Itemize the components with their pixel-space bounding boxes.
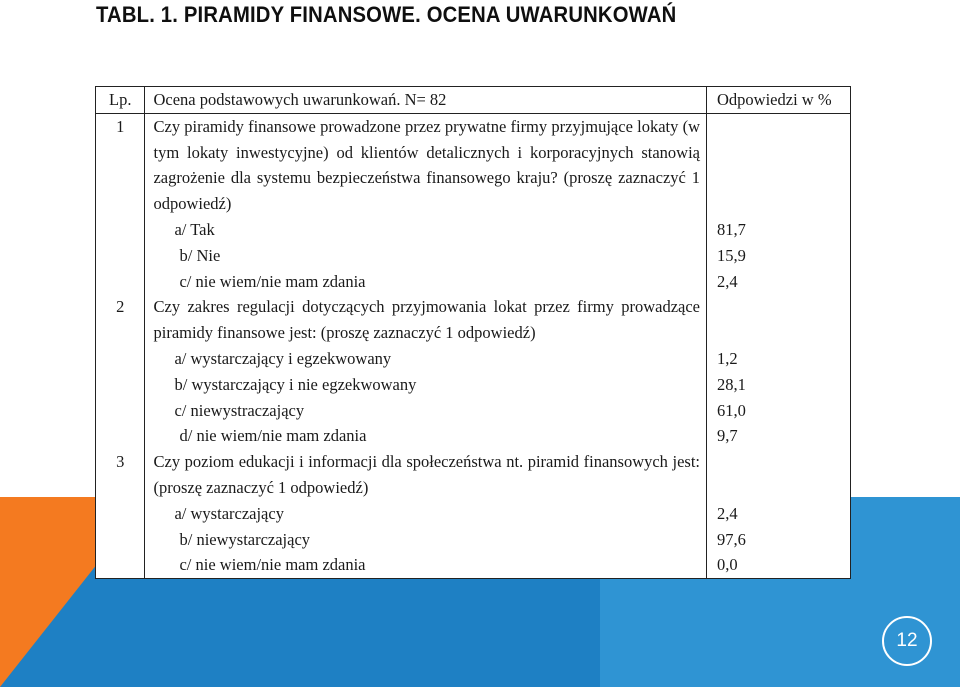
table-row: [96, 449, 851, 578]
header-question: Ocena podstawowych uwarunkowań. N= 82: [145, 87, 707, 114]
table-row: [96, 294, 851, 449]
option-label: c/ niewystraczający: [174, 400, 305, 420]
question-text: Czy poziom edukacji i informacji dla społeczeństwa nt. piramid finansowych jest: (proszę zaznaczyć 1 odpowiedź): [153, 452, 700, 497]
answer-value: 2,4: [717, 503, 738, 523]
answer-value: 2,4: [717, 271, 738, 291]
table-header-row: [96, 87, 851, 114]
answer-value: 97,6: [717, 529, 746, 549]
option-label: d/ nie wiem/nie mam zdania: [179, 426, 367, 446]
row-question-cell: [145, 113, 707, 294]
option-label: c/ nie wiem/nie mam zdania: [179, 271, 366, 291]
option-label: a/ Tak: [174, 219, 215, 239]
row-question-cell: [145, 294, 707, 449]
results-table: [95, 86, 851, 579]
answer-value: 81,7: [717, 219, 746, 239]
row-lp: 2: [96, 294, 145, 449]
row-answers-cell: [707, 113, 851, 294]
question-text: Czy zakres regulacji dotyczących przyjmowania lokat przez firmy prowadzące piramidy finansowe jest: (proszę zaznaczyć 1 odpowiedź): [153, 297, 700, 343]
option-label: b/ wystarczający i nie egzekwowany: [174, 374, 417, 394]
answer-value: 1,2: [717, 348, 738, 368]
row-answers-cell: [707, 294, 851, 449]
answer-value: 61,0: [717, 400, 746, 420]
answer-value: 15,9: [717, 245, 746, 265]
table-row: [96, 113, 851, 294]
row-question-cell: [145, 449, 707, 578]
slide-number-badge: 12: [882, 616, 932, 666]
option-label: b/ niewystarczający: [179, 529, 311, 549]
option-label: c/ nie wiem/nie mam zdania: [179, 555, 366, 575]
answer-value: 0,0: [717, 555, 738, 575]
option-label: a/ wystarczający: [174, 503, 284, 523]
row-lp: 3: [96, 449, 145, 578]
header-lp: Lp.: [96, 87, 145, 114]
header-answers: Odpowiedzi w %: [707, 87, 851, 114]
option-label: a/ wystarczający i egzekwowany: [174, 348, 392, 368]
answer-value: 9,7: [717, 426, 738, 446]
option-label: b/ Nie: [179, 245, 221, 265]
row-lp: 1: [96, 113, 145, 294]
row-answers-cell: [707, 449, 851, 578]
answer-value: 28,1: [717, 374, 746, 394]
question-text: Czy piramidy finansowe prowadzone przez prywatne firmy przyjmujące lokaty (w tym lokaty inwestycyjne) od klientów detalicznych i korporacyjnych stanowią zagrożenie dla systemu bezpieczeństwa finansowego kraju? (proszę zaznaczyć 1 odpowiedź): [153, 116, 700, 214]
slide-title: TABL. 1. PIRAMIDY FINANSOWE. OCENA UWARUNKOWAŃ: [96, 2, 677, 27]
